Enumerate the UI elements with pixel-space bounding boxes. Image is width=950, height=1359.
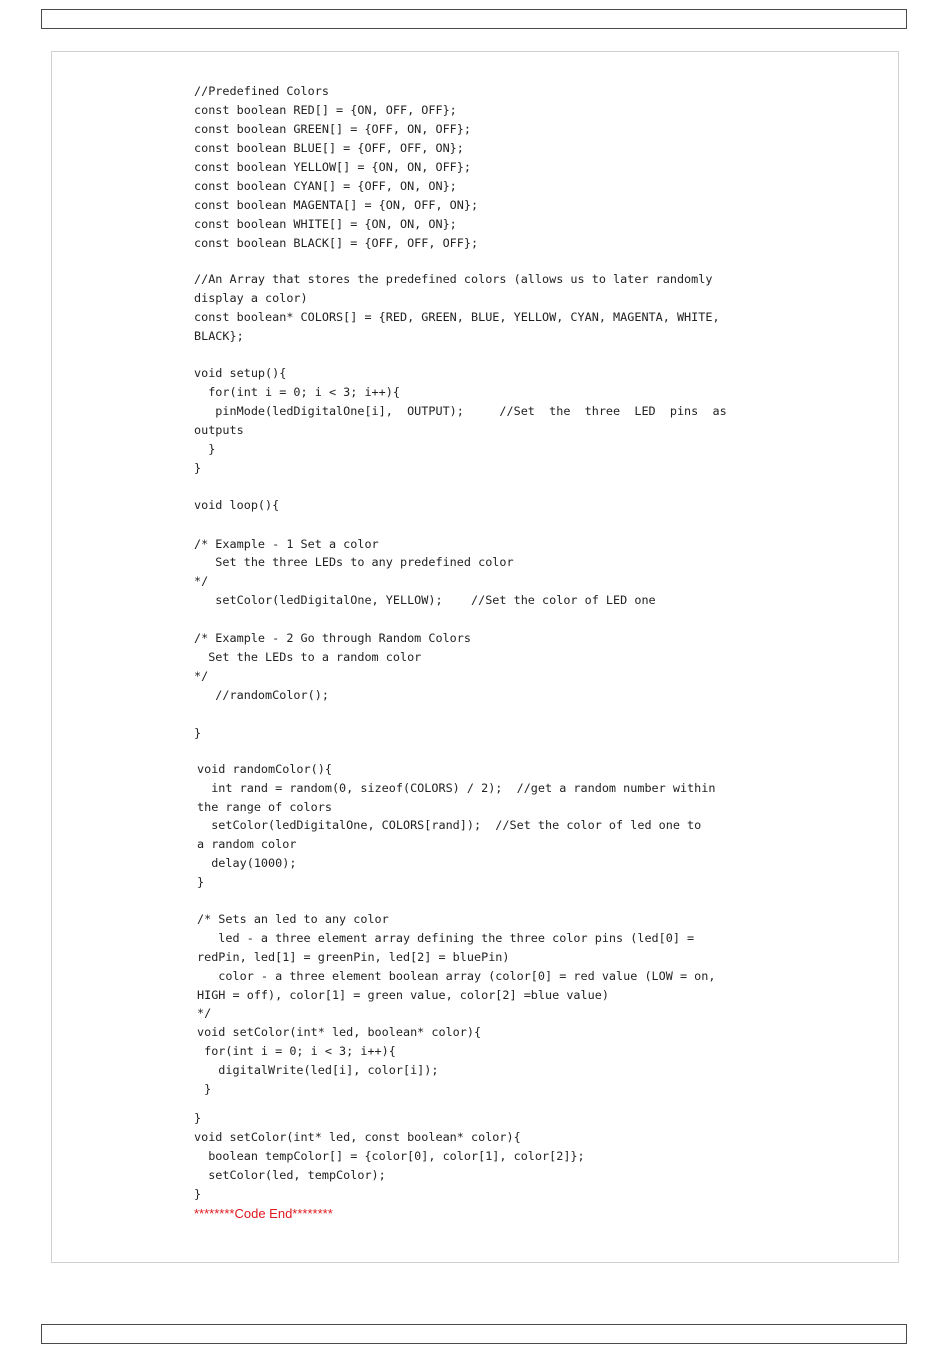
code-line: const boolean WHITE[] = {ON, ON, ON}; [194,217,457,231]
code-line: boolean tempColor[] = {color[0], color[1], color[2]}; [194,1149,585,1163]
code-line: Set the LEDs to a random color [194,650,422,664]
code-line: delay(1000); [197,856,297,870]
code-line: } [194,726,202,740]
code-line: //An Array that stores the predefined colors (allows us to later randomly [194,272,713,286]
code-line: const boolean GREEN[] = {OFF, ON, OFF}; [194,122,471,136]
code-line: const boolean CYAN[] = {OFF, ON, ON}; [194,179,457,193]
code-line: } [194,1187,202,1201]
code-line: const boolean BLUE[] = {OFF, OFF, ON}; [194,141,464,155]
code-line: color - a three element boolean array (color[0] = red value (LOW = on, [197,969,716,983]
code-line: void randomColor(){ [197,762,332,776]
code-line: const boolean* COLORS[] = {RED, GREEN, BLUE, YELLOW, CYAN, MAGENTA, WHITE, [194,310,720,324]
code-line: const boolean RED[] = {ON, OFF, OFF}; [194,103,457,117]
code-line: */ [194,574,209,588]
code-line: led - a three element array defining the three color pins (led[0] = [197,931,695,945]
code-line: display a color) [194,291,308,305]
code-line: void setup(){ [194,366,287,380]
code-line: for(int i = 0; i < 3; i++){ [197,1044,396,1058]
code-line: setColor(led, tempColor); [194,1168,386,1182]
code-line: HIGH = off), color[1] = green value, color[2] =blue value) [197,988,609,1002]
code-end-marker: ********Code End******** [194,1206,333,1221]
code-line: } [194,461,202,475]
code-line: const boolean BLACK[] = {OFF, OFF, OFF}; [194,236,479,250]
code-line: void loop(){ [194,498,280,512]
code-line: the range of colors [197,800,332,814]
code-line: } [197,875,205,889]
code-line: BLACK}; [194,329,244,343]
code-line: for(int i = 0; i < 3; i++){ [194,385,400,399]
code-line: Set the three LEDs to any predefined color [194,555,514,569]
code-line: /* Sets an led to any color [197,912,389,926]
code-line: //randomColor(); [194,688,329,702]
code-line: /* Example - 1 Set a color [194,537,379,551]
code-line: digitalWrite(led[i], color[i]); [197,1063,439,1077]
code-line: a random color [197,837,297,851]
code-line: } [194,1111,202,1125]
page-header-box [41,9,907,29]
page-footer-box [41,1324,907,1344]
code-line: */ [194,669,209,683]
code-line: const boolean YELLOW[] = {ON, ON, OFF}; [194,160,471,174]
code-line: //Predefined Colors [194,84,329,98]
code-line: pinMode(ledDigitalOne[i], OUTPUT); //Set the three LED pins as [194,404,727,418]
code-line: /* Example - 2 Go through Random Colors [194,631,471,645]
code-line: } [194,442,216,456]
code-line: } [197,1082,212,1096]
code-line: redPin, led[1] = greenPin, led[2] = bluePin) [197,950,510,964]
code-line: setColor(ledDigitalOne, YELLOW); //Set the color of LED one [194,593,656,607]
code-line: int rand = random(0, sizeof(COLORS) / 2); //get a random number within [197,781,716,795]
code-line: */ [197,1006,212,1020]
code-line: void setColor(int* led, boolean* color){ [197,1025,482,1039]
code-line: setColor(ledDigitalOne, COLORS[rand]); //Set the color of led one to [197,818,702,832]
code-line: outputs [194,423,244,437]
code-line: void setColor(int* led, const boolean* color){ [194,1130,521,1144]
code-line: const boolean MAGENTA[] = {ON, OFF, ON}; [194,198,479,212]
content-frame [51,51,899,1263]
